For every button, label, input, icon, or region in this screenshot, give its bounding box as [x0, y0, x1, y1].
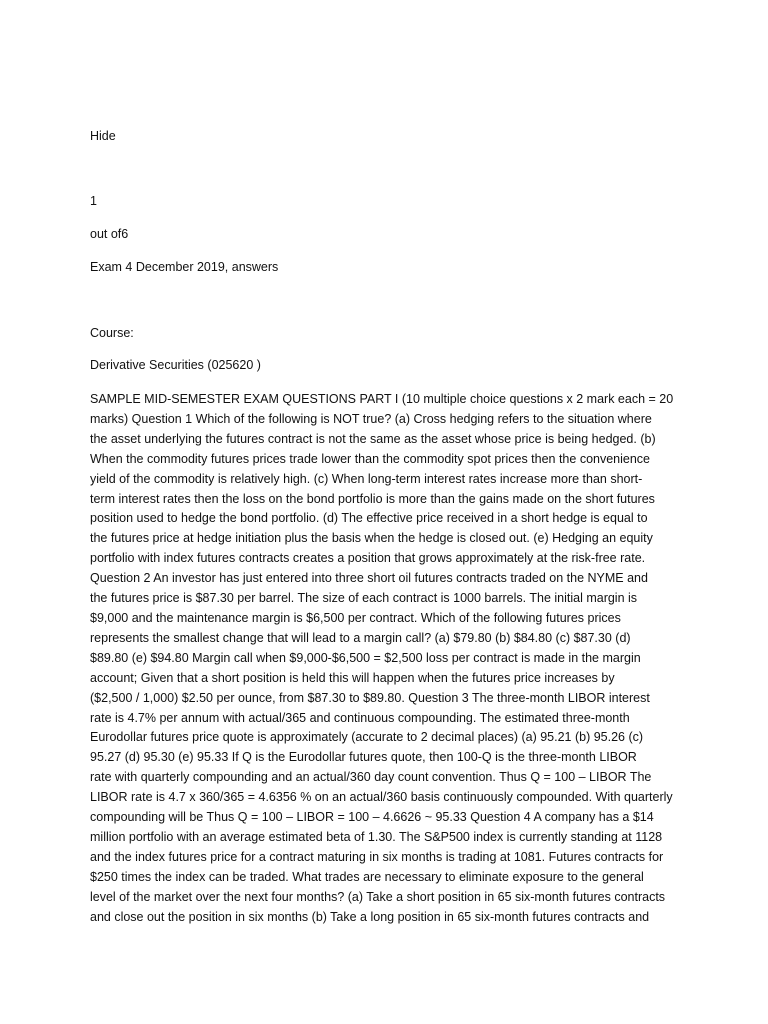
text-line: ($2,500 / 1,000) $2.50 per ounce, from $87.30 to $89.80. Question 3 The three-month LIBOR interest — [90, 690, 650, 705]
text-line: $89.80 (e) $94.80 Margin call when $9,000-$6,500 = $2,500 loss per contract is made in the margin — [90, 650, 641, 665]
text-line: position used to hedge the bond portfolio. (d) The effective price received in a short hedge is equal to — [90, 511, 648, 526]
text-line: represents the smallest change that will lead to a margin call? (a) $79.80 (b) $84.80 (c) $87.30 (d) — [90, 630, 631, 645]
text-line: rate is 4.7% per annum with actual/365 and continuous compounding. The estimated three-month — [90, 710, 630, 725]
text-line: $250 times the index can be traded. What trades are necessary to eliminate exposure to the general — [90, 869, 644, 884]
text-line: portfolio with index futures contracts creates a position that grows approximately at the risk-free rate. — [90, 551, 646, 566]
text-line: SAMPLE MID-SEMESTER EXAM QUESTIONS PART I (10 multiple choice questions x 2 mark each = 20 — [90, 392, 674, 406]
text-line: 95.27 (d) 95.30 (e) 95.33 If Q is the Eurodollar futures quote, then 100-Q is the three-month LIBOR — [90, 750, 637, 765]
text-line: the asset underlying the futures contract is not the same as the asset whose price is being hedged. (b) — [90, 431, 656, 446]
text-line: million portfolio with an average estimated beta of 1.30. The S&P500 index is currently standing at 1128 — [90, 829, 663, 844]
text-line: yield of the commodity is relatively high. (c) When long-term interest rates increase more than short- — [90, 471, 643, 486]
course-label: Course: — [90, 326, 134, 340]
hide-label[interactable]: Hide — [90, 129, 116, 143]
page-number: 1 — [90, 194, 97, 208]
text-line: account; Given that a short position is held this will happen when the futures price increases by — [90, 670, 615, 685]
text-line: level of the market over the next four months? (a) Take a short position in 65 six-month futures contracts — [90, 889, 666, 904]
document-title: Exam 4 December 2019, answers — [90, 260, 279, 274]
text-line: and the index futures price for a contract maturing in six months is trading at 1081. Futures contracts for — [90, 849, 664, 864]
text-line: term interest rates then the loss on the bond portfolio is more than the gains made on the short futures — [90, 491, 655, 506]
text-line: When the commodity futures prices trade lower than the commodity spot prices then the convenience — [90, 451, 651, 466]
text-line: the futures price is $87.30 per barrel. The size of each contract is 1000 barrels. The initial margin is — [90, 591, 638, 606]
text-line: LIBOR rate is 4.7 x 360/365 = 4.6356 % on an actual/360 basis continuously compounded. With quarterly — [90, 790, 673, 805]
text-line: rate with quarterly compounding and an actual/360 day count convention. Thus Q = 100 – LIBOR The — [90, 770, 652, 785]
course-name: Derivative Securities (025620 ) — [90, 358, 261, 372]
text-line: marks) Question 1 Which of the following is NOT true? (a) Cross hedging refers to the situation where — [90, 411, 652, 426]
text-line: compounding will be Thus Q = 100 – LIBOR = 100 – 4.6626 ~ 95.33 Question 4 A company has a $14 — [90, 810, 654, 825]
exam-body-text — [90, 390, 680, 927]
page-total: out of6 — [90, 227, 129, 241]
text-line: $9,000 and the maintenance margin is $6,500 per contract. Which of the following futures prices — [90, 610, 621, 625]
text-line: Question 2 An investor has just entered into three short oil futures contracts traded on the NYME and — [90, 571, 648, 586]
text-line: Eurodollar futures price quote is approximately (accurate to 2 decimal places) (a) 95.21 (b) 95.26 (c) — [90, 730, 644, 745]
text-line: the futures price at hedge initiation plus the basis when the hedge is closed out. (e) Hedging an equity — [90, 531, 653, 546]
text-line: and close out the position in six months (b) Take a long position in 65 six-month futures contracts and — [90, 909, 650, 924]
